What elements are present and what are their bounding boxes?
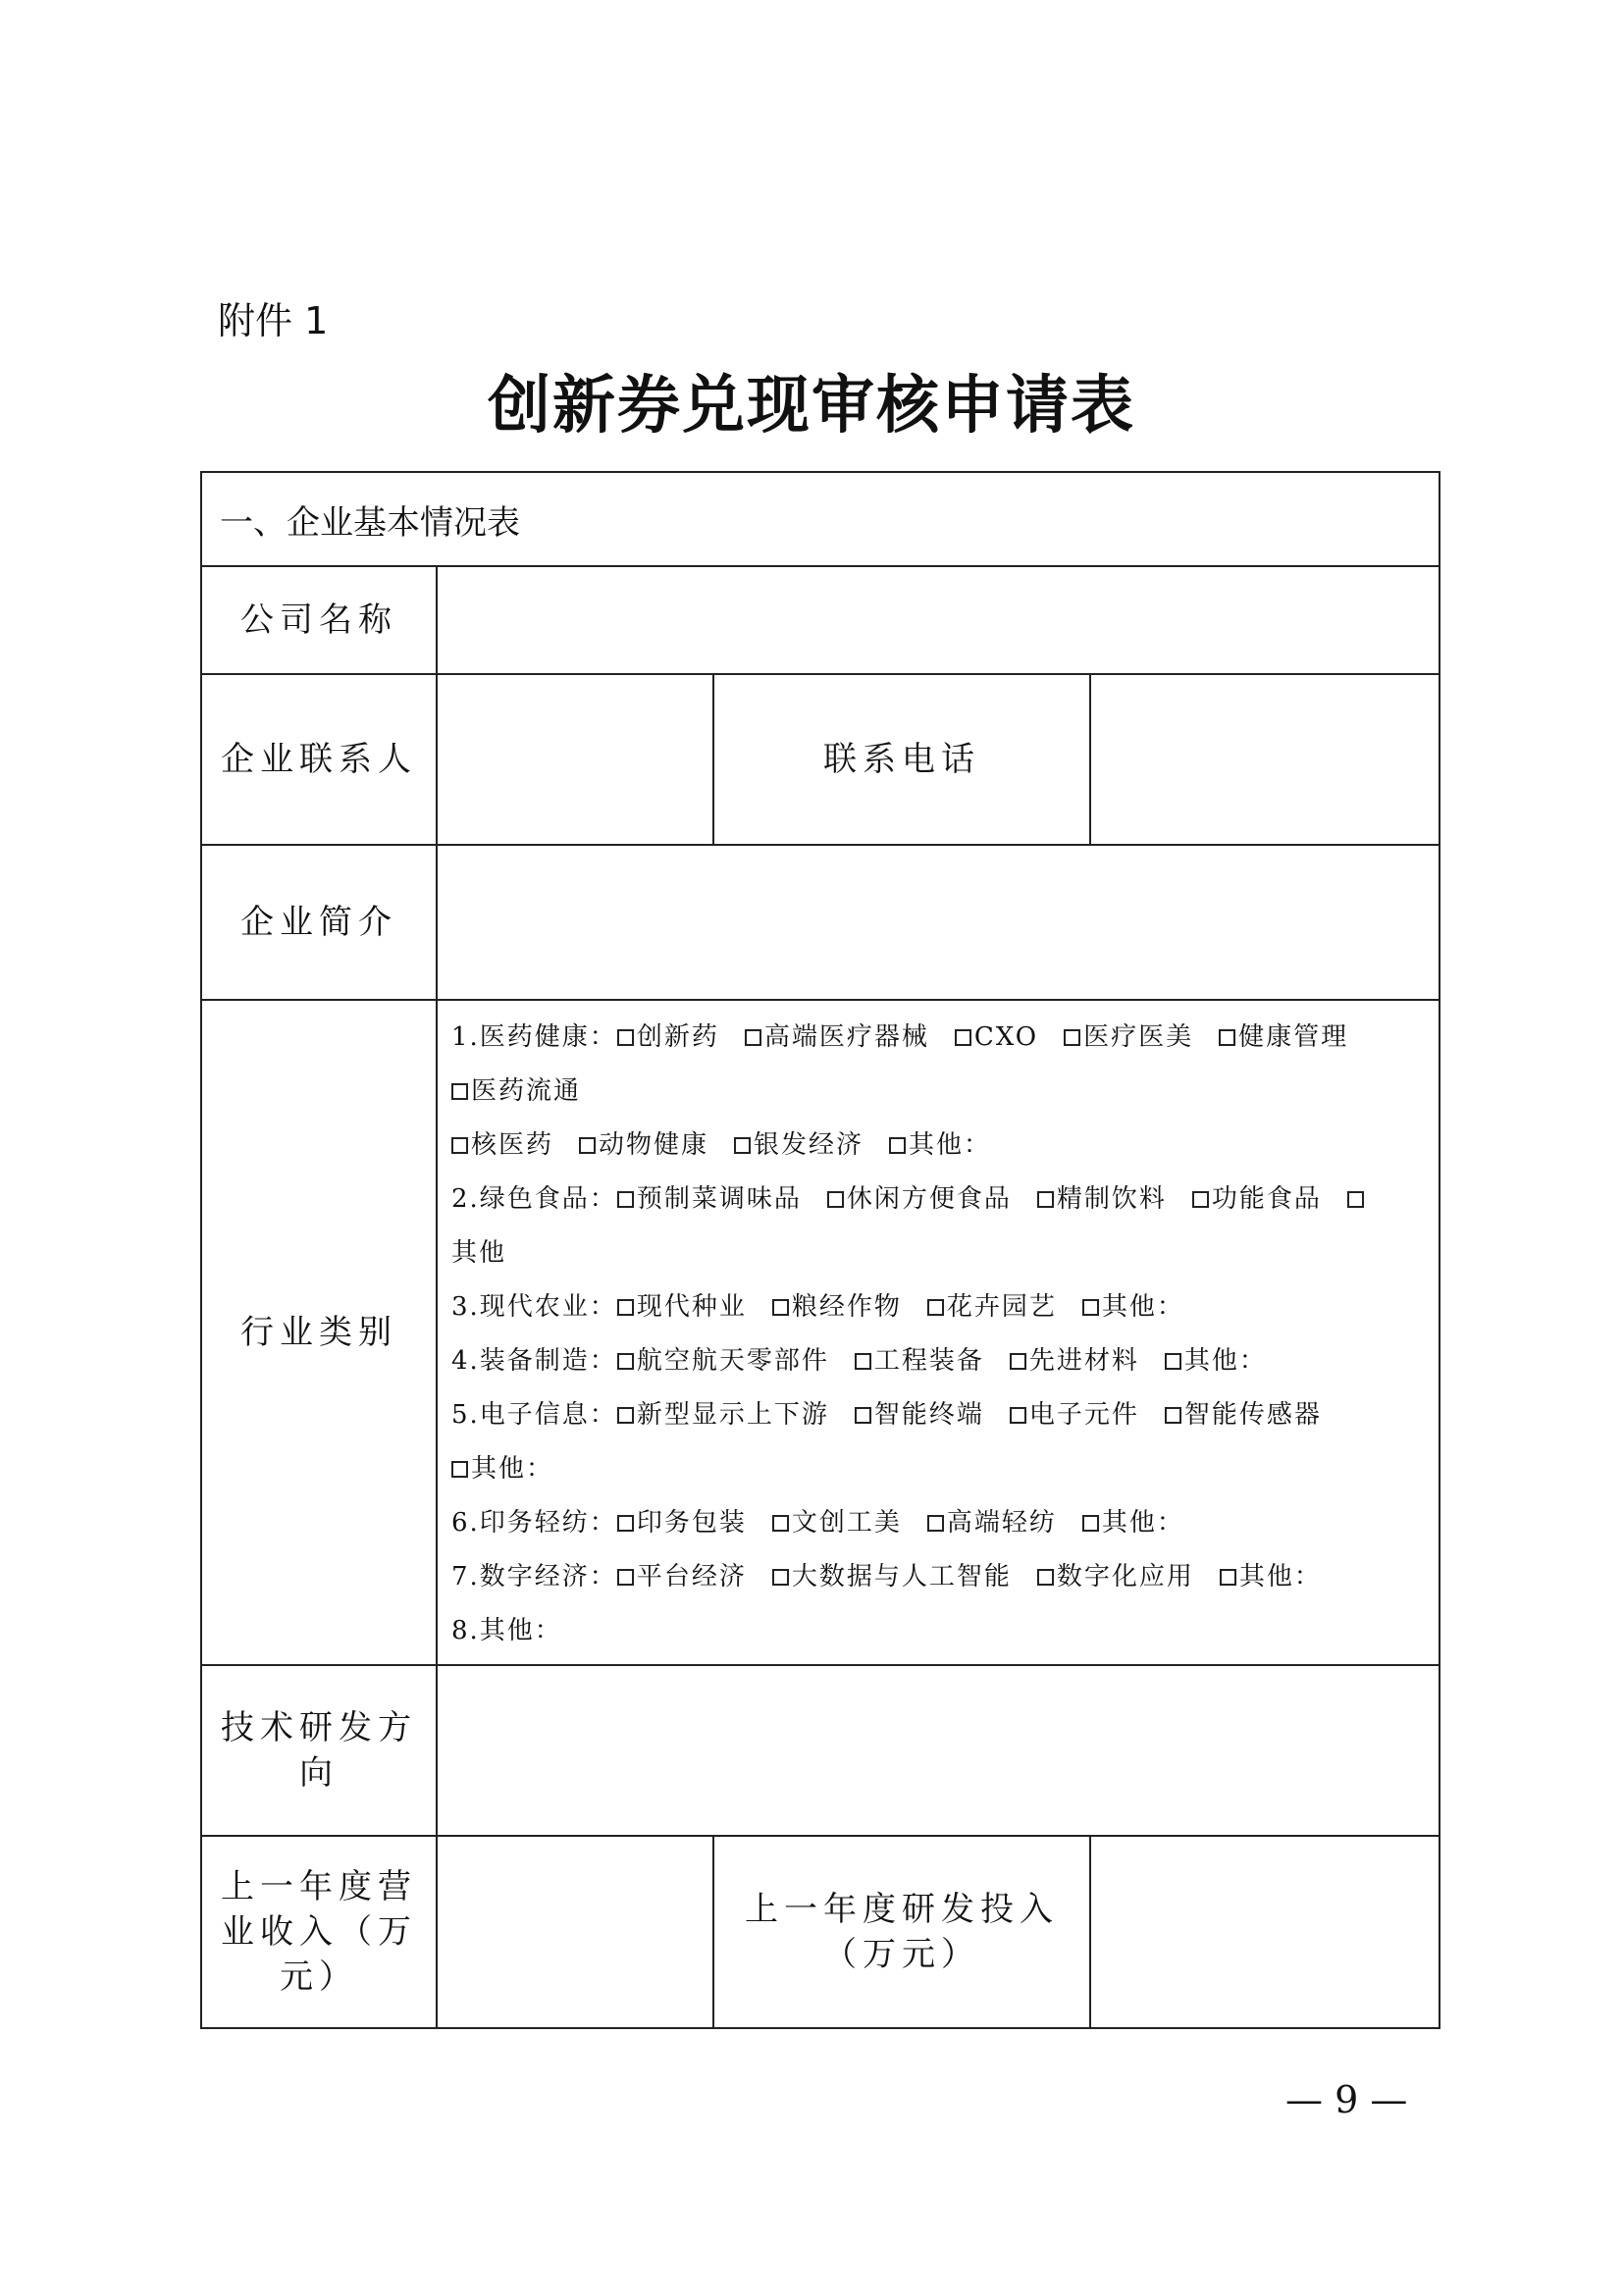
category-prefix: 1.医药健康： xyxy=(451,1022,617,1052)
option-checkbox[interactable]: 功能食品 xyxy=(1192,1184,1322,1214)
option-checkbox[interactable] xyxy=(1347,1184,1367,1214)
category-prefix: 5.电子信息： xyxy=(451,1400,617,1430)
checkbox-icon[interactable] xyxy=(1037,1191,1054,1208)
industry-line-food-2 xyxy=(451,1226,1425,1280)
checkbox-icon[interactable] xyxy=(1165,1353,1181,1370)
option-checkbox[interactable]: 高端医疗器械 xyxy=(745,1022,929,1052)
category-prefix: 2.绿色食品： xyxy=(451,1184,617,1214)
option-checkbox[interactable]: 预制菜调味品 xyxy=(617,1184,802,1214)
checkbox-icon[interactable] xyxy=(1220,1569,1236,1586)
attachment-label: 附件 1 xyxy=(218,299,329,342)
company-name-field[interactable] xyxy=(437,566,1440,674)
company-intro-field[interactable] xyxy=(437,845,1440,1000)
option-checkbox[interactable]: 印务包装 xyxy=(617,1508,747,1538)
industry-line-printing xyxy=(451,1496,1425,1550)
industry-line-medical-2 xyxy=(451,1065,1425,1119)
option-checkbox[interactable]: 创新药 xyxy=(617,1022,719,1052)
option-checkbox[interactable]: CXO xyxy=(955,1022,1038,1052)
option-checkbox[interactable]: 休闲方便食品 xyxy=(827,1184,1012,1214)
checkbox-icon[interactable] xyxy=(617,1353,634,1370)
industry-line-other xyxy=(451,1604,1425,1658)
last-year-revenue-field[interactable] xyxy=(437,1836,713,2028)
option-checkbox[interactable]: 其他： xyxy=(1220,1562,1322,1592)
checkbox-icon[interactable] xyxy=(617,1569,634,1586)
option-checkbox[interactable]: 文创工美 xyxy=(772,1508,902,1538)
industry-line-electronics-2 xyxy=(451,1442,1425,1496)
checkbox-icon[interactable] xyxy=(1037,1569,1054,1586)
option-checkbox[interactable]: 大数据与人工智能 xyxy=(772,1562,1012,1592)
checkbox-icon[interactable] xyxy=(451,1461,468,1478)
category-prefix: 8.其他： xyxy=(451,1616,562,1645)
industry-category-options xyxy=(437,1000,1440,1665)
checkbox-icon[interactable] xyxy=(617,1515,634,1532)
option-checkbox[interactable]: 医药流通 xyxy=(451,1076,581,1106)
application-form-table xyxy=(200,471,1440,2029)
checkbox-icon[interactable] xyxy=(855,1407,871,1424)
option-checkbox[interactable]: 平台经济 xyxy=(617,1562,747,1592)
checkbox-icon[interactable] xyxy=(955,1029,971,1046)
page-number: — 9 — xyxy=(1285,2078,1408,2121)
checkbox-icon[interactable] xyxy=(772,1299,789,1316)
checkbox-icon[interactable] xyxy=(617,1029,634,1046)
checkbox-icon[interactable] xyxy=(927,1515,944,1532)
checkbox-icon[interactable] xyxy=(827,1191,844,1208)
option-checkbox[interactable]: 其他： xyxy=(1082,1292,1184,1322)
checkbox-icon[interactable] xyxy=(1010,1407,1026,1424)
option-checkbox[interactable]: 其他： xyxy=(1082,1508,1184,1538)
option-checkbox[interactable]: 核医药 xyxy=(451,1130,553,1160)
company-name-label: 公司名称 xyxy=(201,566,437,674)
checkbox-icon[interactable] xyxy=(1165,1407,1181,1424)
page-title: 创新券兑现审核申请表 xyxy=(488,369,1135,443)
option-checkbox[interactable]: 高端轻纺 xyxy=(927,1508,1057,1538)
checkbox-icon[interactable] xyxy=(927,1299,944,1316)
option-checkbox[interactable]: 粮经作物 xyxy=(772,1292,902,1322)
industry-line-medical xyxy=(451,1011,1425,1065)
category-prefix: 4.装备制造： xyxy=(451,1346,617,1376)
industry-line-digital xyxy=(451,1550,1425,1604)
checkbox-icon[interactable] xyxy=(451,1137,468,1154)
option-checkbox[interactable]: 医疗医美 xyxy=(1064,1022,1193,1052)
checkbox-icon[interactable] xyxy=(617,1407,634,1424)
option-checkbox[interactable]: 精制饮料 xyxy=(1037,1184,1167,1214)
category-prefix: 3.现代农业： xyxy=(451,1292,617,1322)
checkbox-icon[interactable] xyxy=(1010,1353,1026,1370)
option-checkbox[interactable]: 智能终端 xyxy=(855,1400,984,1430)
checkbox-icon[interactable] xyxy=(617,1191,634,1208)
option-checkbox[interactable]: 健康管理 xyxy=(1219,1022,1348,1052)
option-checkbox[interactable]: 数字化应用 xyxy=(1037,1562,1194,1592)
checkbox-icon[interactable] xyxy=(1347,1191,1364,1208)
contact-person-label: 企业联系人 xyxy=(201,674,437,845)
checkbox-icon[interactable] xyxy=(745,1029,761,1046)
option-checkbox[interactable]: 银发经济 xyxy=(734,1130,864,1160)
checkbox-icon[interactable] xyxy=(734,1137,751,1154)
rd-direction-field[interactable] xyxy=(437,1665,1440,1836)
checkbox-icon[interactable] xyxy=(1064,1029,1080,1046)
checkbox-icon[interactable] xyxy=(1219,1029,1235,1046)
option-checkbox[interactable]: 花卉园艺 xyxy=(927,1292,1057,1322)
option-checkbox[interactable]: 新型显示上下游 xyxy=(617,1400,829,1430)
contact-phone-label: 联系电话 xyxy=(713,674,1090,845)
industry-line-medical-3 xyxy=(451,1119,1425,1173)
category-prefix: 7.数字经济： xyxy=(451,1562,617,1592)
checkbox-icon[interactable] xyxy=(772,1515,789,1532)
industry-line-agriculture xyxy=(451,1280,1425,1334)
option-checkbox[interactable]: 其他： xyxy=(1165,1346,1267,1376)
last-year-rd-investment-field[interactable] xyxy=(1090,1836,1440,2028)
last-year-rd-investment-label: 上一年度研发投入（万元） xyxy=(713,1836,1090,2028)
option-checkbox[interactable]: 现代种业 xyxy=(617,1292,747,1322)
contact-phone-field[interactable] xyxy=(1090,674,1440,845)
option-checkbox[interactable]: 智能传感器 xyxy=(1165,1400,1322,1430)
checkbox-icon[interactable] xyxy=(617,1299,634,1316)
section-heading: 一、企业基本情况表 xyxy=(201,472,1440,566)
category-prefix: 6.印务轻纺： xyxy=(451,1508,617,1538)
option-checkbox[interactable]: 航空航天零部件 xyxy=(617,1346,829,1376)
rd-direction-label: 技术研发方向 xyxy=(201,1665,437,1836)
option-checkbox[interactable]: 工程装备 xyxy=(855,1346,984,1376)
checkbox-icon[interactable] xyxy=(1082,1299,1099,1316)
option-checkbox[interactable]: 动物健康 xyxy=(579,1130,708,1160)
industry-line-food xyxy=(451,1173,1425,1226)
industry-category-label: 行业类别 xyxy=(201,1000,437,1665)
checkbox-icon[interactable] xyxy=(855,1353,871,1370)
checkbox-icon[interactable] xyxy=(1082,1515,1099,1532)
checkbox-icon[interactable] xyxy=(772,1569,789,1586)
company-intro-label: 企业简介 xyxy=(201,845,437,1000)
checkbox-icon[interactable] xyxy=(451,1083,468,1100)
contact-person-field[interactable] xyxy=(437,674,713,845)
checkbox-icon[interactable] xyxy=(1192,1191,1209,1208)
checkbox-icon[interactable] xyxy=(889,1137,906,1154)
option-label: 其他 xyxy=(451,1238,507,1268)
last-year-revenue-label: 上一年度营业收入（万元） xyxy=(201,1836,437,2028)
option-checkbox[interactable]: 其他： xyxy=(451,1454,553,1484)
option-checkbox[interactable]: 其他： xyxy=(889,1130,991,1160)
industry-line-electronics xyxy=(451,1388,1425,1442)
option-checkbox[interactable]: 先进材料 xyxy=(1010,1346,1139,1376)
industry-line-equipment xyxy=(451,1334,1425,1388)
checkbox-icon[interactable] xyxy=(579,1137,596,1154)
option-checkbox[interactable]: 电子元件 xyxy=(1010,1400,1139,1430)
